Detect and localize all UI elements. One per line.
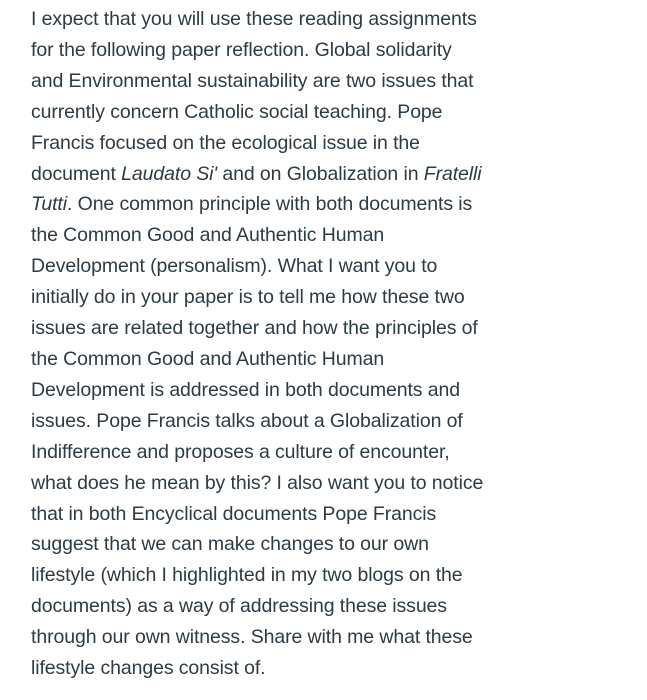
paragraph-line: documents) as a way of addressing these issues	[31, 595, 447, 618]
paragraph-line: currently concern Catholic social teaching. Pope	[31, 100, 443, 123]
paragraph-line: that in both Encyclical documents Pope Francis	[31, 502, 437, 525]
paragraph-line: and Environmental sustainability are two issues that	[31, 69, 474, 92]
paragraph-line: lifestyle changes consist of.	[31, 657, 266, 680]
paragraph-line: initially do in your paper is to tell me how these two	[31, 286, 465, 309]
paragraph-line: Development (personalism). What I want you to	[31, 255, 438, 278]
paragraph-line: I expect that you will use these reading assignments	[31, 8, 477, 30]
paragraph-line: Indifference and proposes a culture of encounter,	[31, 440, 450, 463]
assignment-paragraph	[31, 4, 631, 684]
paragraph-line: document Laudato Si' and on Globalization in Fratelli	[31, 162, 482, 185]
paragraph-line: the Common Good and Authentic Human	[31, 347, 385, 370]
paragraph-line: suggest that we can make changes to our own	[31, 533, 429, 556]
paragraph-line: issues are related together and how the principles of	[31, 317, 478, 340]
paragraph-line: for the following paper reflection. Global solidarity	[31, 38, 452, 61]
laudato-si-title: Laudato Si'	[121, 162, 218, 185]
paragraph-line: issues. Pope Francis talks about a Globalization of	[31, 409, 463, 432]
fratelli-title-part2: Tutti	[31, 193, 67, 216]
paragraph-line: Francis focused on the ecological issue in the	[31, 131, 420, 154]
paragraph-line: the Common Good and Authentic Human	[31, 224, 385, 247]
fratelli-title-part1: Fratelli	[423, 162, 482, 185]
paragraph-line: through our own witness. Share with me what these	[31, 626, 473, 649]
paragraph-line: what does he mean by this? I also want you to notice	[31, 471, 484, 494]
paragraph-line: Tutti. One common principle with both documents is	[31, 193, 473, 216]
paragraph-line: Development is addressed in both documents and	[31, 378, 460, 401]
paragraph-line: lifestyle (which I highlighted in my two blogs on the	[31, 564, 463, 587]
